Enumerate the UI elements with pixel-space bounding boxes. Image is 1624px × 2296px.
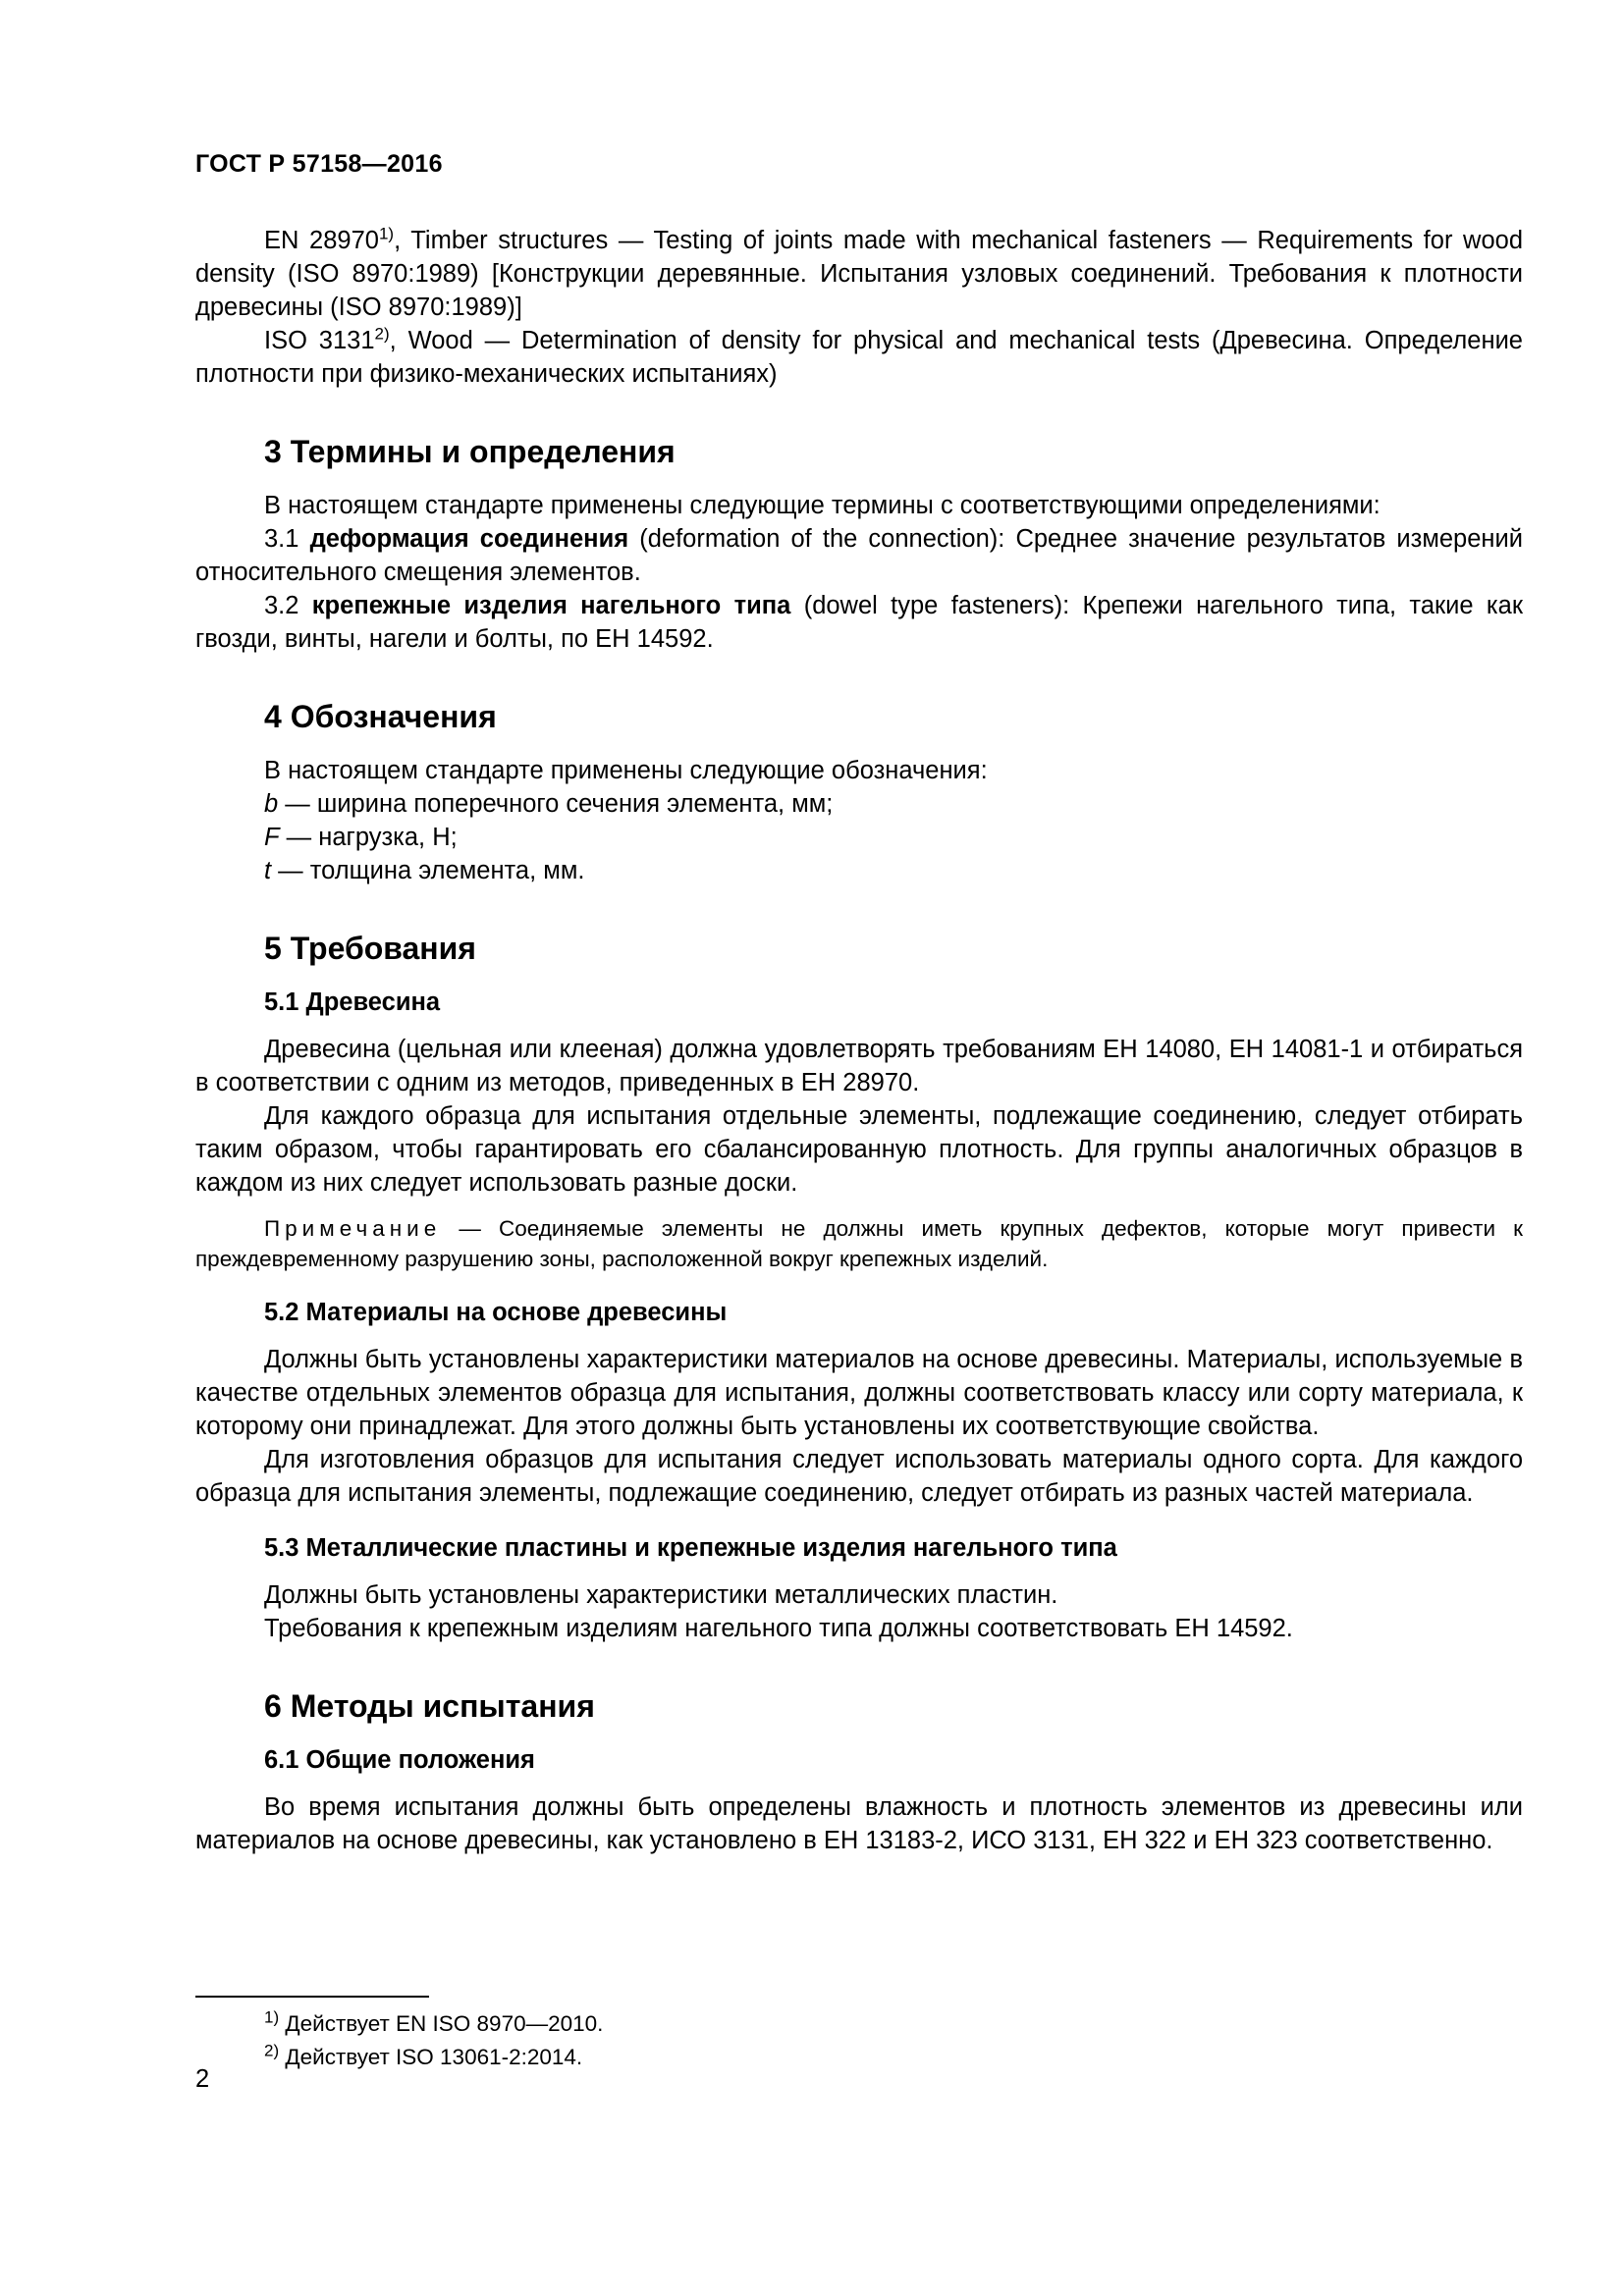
note-label: Примечание [264,1216,442,1241]
section-5-3-para-1: Должны быть установлены характеристики металлических пластин. [264,1581,1058,1609]
footnote-1: $^{1)}$ Действует EN ISO 8970—2010. [264,2007,604,2036]
footnote-separator [195,1996,429,1998]
document-code-header: ГОСТ Р 57158—2016 [195,150,443,178]
symbol-f: F — нагрузка, Н; [264,824,458,851]
symbol-t: t — толщина элемента, мм. [264,857,585,884]
section-5-1-para-1: Древесина (цельная или клееная) должна удовлетворять требованиям EH 14080, EH 14081-1 и отбираться в соответствии с одним из методов, приведенных в EH 28970. [195,1036,1523,1096]
page-number: 2 [195,2065,210,2093]
section-6-1-para-1: Во время испытания должны быть определены влажность и плотность элементов из древесины или материалов на основе древесины, как установлено в EH 13183-2, ИСО 3131, EH 322 и EH 323 соответственно. [195,1793,1523,1854]
symbol-b: b — ширина поперечного сечения элемента, мм; [264,790,834,818]
footnote-2: $^{2)}$ Действует ISO 13061-2:2014. [264,2041,583,2069]
reference-en-28970: EN 28970$^{1)}$, Timber structures — Testing of joints made with mechanical fasteners — Requirements for wood density (ISO 8970:1989) [Конструкции деревянные. Испытания узловых соединений. Требования к плотности древесины (ISO 8970:1989)] [195,224,1523,321]
section-5-1-heading: 5.1 Древесина [264,988,441,1016]
term-3-1: 3.1 деформация соединения (deformation of the connection): Среднее значение результатов измерений относительного смещения элементов. [195,525,1523,586]
footnotes [264,2007,603,2074]
section-5-1-para-2: Для каждого образца для испытания отдельные элементы, подлежащие соединению, следует отбирать таким образом, чтобы гарантировать его сбалансированную плотность. Для группы аналогичных образцов в каждом из них следует использовать разные доски. [195,1102,1523,1197]
term-3-2-name: крепежные изделия нагельного типа [311,592,791,619]
section-6-1-heading: 6.1 Общие положения [264,1746,535,1774]
section-5-2-para-1: Должны быть установлены характеристики материалов на основе древесины. Материалы, используемые в качестве отдельных элементов образца для испытания, должны соответствовать классу или сорту материала, к которому они принадлежат. Для этого должны быть установлены их соответствующие свойства. [195,1346,1523,1440]
section-5-heading: 5 Требования [264,931,476,966]
section-3-heading: 3 Термины и определения [264,434,676,469]
term-3-2: 3.2 крепежные изделия нагельного типа (dowel type fasteners): Крепежи нагельного типа, такие как гвозди, винты, нагели и болты, по EH 14592. [195,592,1523,653]
footnote-ref-1: 1) [378,224,395,243]
note: Примечание — Соединяемые элементы не должны иметь крупных дефектов, которые могут привести к преждевременному разрушению зоны, расположенной вокруг крепежных изделий. [195,1216,1523,1271]
section-5-2-heading: 5.2 Материалы на основе древесины [264,1299,728,1326]
footnote-ref-2: 2) [374,324,390,344]
section-3-intro: В настоящем стандарте применены следующие термины с соответствующими определениями: [264,492,1380,519]
section-4-intro: В настоящем стандарте применены следующие обозначения: [264,757,988,784]
page-body [195,224,1523,1857]
section-4-heading: 4 Обозначения [264,699,497,734]
section-5-3-heading: 5.3 Металлические пластины и крепежные изделия нагельного типа [264,1534,1117,1562]
term-3-1-name: деформация соединения [309,525,629,553]
section-5-2-para-2: Для изготовления образцов для испытания следует использовать материалы одного сорта. Для каждого образца для испытания элементы, подлежащие соединению, следует отбирать из разных частей материала. [195,1446,1523,1507]
section-5-3-para-2: Требования к крепежным изделиям нагельного типа должны соответствовать EH 14592. [264,1615,1293,1642]
reference-iso-3131: ISO 3131$^{2)}$, Wood — Determination of density for physical and mechanical tests (Древесина. Определение плотности при физико-механических испытаниях) [195,324,1523,388]
section-6-heading: 6 Методы испытания [264,1688,595,1724]
